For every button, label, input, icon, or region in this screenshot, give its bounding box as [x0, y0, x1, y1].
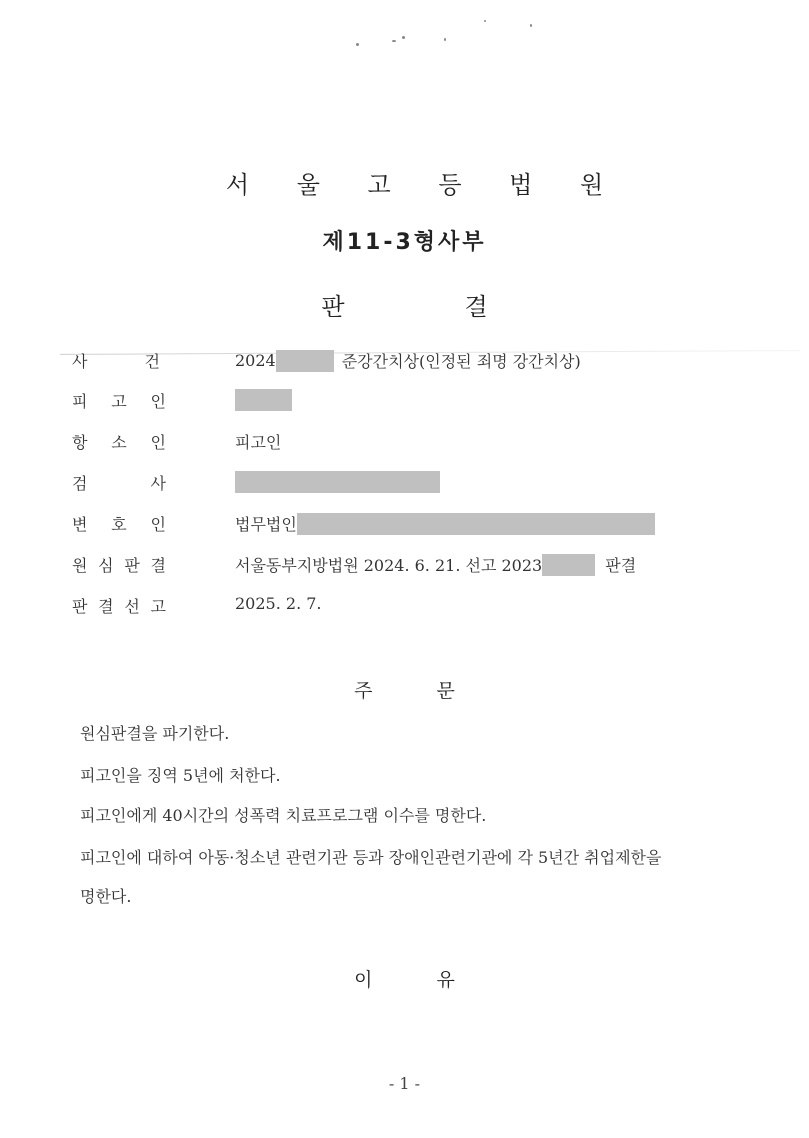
case-row-label — [72, 430, 166, 453]
charge-name: 준강간치상(인정된 죄명 강간치상) — [341, 352, 581, 371]
document-type-char-1: 판 — [321, 293, 345, 321]
label-char: 고 — [111, 392, 127, 411]
label-char: 원 — [72, 556, 88, 575]
label-char: 고 — [150, 597, 166, 616]
heading-char: 이 — [354, 969, 373, 991]
order-paragraph: 원심판결을 파기한다. — [80, 724, 230, 743]
original-judgment-value — [235, 553, 636, 576]
case-row-label — [72, 389, 166, 412]
order-paragraph: 명한다. — [80, 887, 132, 906]
label-char: 심 — [98, 556, 114, 575]
label-char: 피 — [72, 392, 88, 411]
division-name: 제11-3형사부 — [322, 230, 487, 255]
label-char: 변 — [72, 515, 88, 534]
label-char: 호 — [111, 515, 127, 534]
case-row-defendant — [72, 389, 772, 415]
label-char: 인 — [150, 433, 166, 452]
heading-char: 주 — [354, 680, 373, 702]
original-judgment-text: 서울동부지방법원 2024. 6. 21. 선고 2023 — [235, 556, 543, 575]
label-char: 사 — [72, 352, 88, 371]
sentencing-date-value: 2025. 2. 7. — [235, 594, 322, 613]
case-row-label — [72, 553, 166, 576]
scan-specks — [0, 0, 809, 60]
redaction-box — [276, 350, 334, 372]
case-row-sentencing-date — [72, 594, 772, 620]
label-char: 소 — [111, 433, 127, 452]
counsel-value — [235, 512, 655, 535]
label-char: 인 — [150, 392, 166, 411]
document-type-title — [0, 287, 809, 322]
prosecutor-value — [235, 471, 440, 493]
case-number-year: 2024 — [235, 351, 276, 370]
label-char: 판 — [124, 556, 140, 575]
reasons-heading — [0, 965, 809, 992]
label-char: 항 — [72, 433, 88, 452]
case-number-value — [235, 349, 581, 372]
label-char: 검 — [72, 474, 88, 493]
order-paragraph: 피고인을 징역 5년에 처한다. — [80, 766, 281, 785]
label-char: 선 — [124, 597, 140, 616]
case-row-original-judgment — [72, 553, 772, 579]
redaction-box — [297, 513, 655, 535]
law-firm-label: 법무법인 — [235, 515, 297, 534]
case-row-counsel — [72, 512, 772, 538]
heading-char: 유 — [436, 969, 455, 991]
order-paragraph: 피고인에 대하여 아동·청소년 관련기관 등과 장애인관련기관에 각 5년간 취업제한을 — [80, 848, 662, 867]
order-heading — [0, 676, 809, 703]
court-name: 서 울 고 등 법 원 — [225, 171, 624, 199]
redaction-box — [235, 389, 292, 411]
case-row-label — [72, 471, 166, 494]
redaction-box — [235, 471, 440, 493]
label-char: 인 — [150, 515, 166, 534]
label-char: 결 — [98, 597, 114, 616]
defendant-value — [235, 389, 292, 411]
original-judgment-suffix: 판결 — [605, 556, 637, 575]
label-char: 판 — [72, 597, 88, 616]
page-number: - 1 - — [388, 1074, 421, 1093]
redaction-box — [542, 554, 595, 576]
case-row-prosecutor — [72, 471, 772, 497]
case-row-label — [72, 349, 160, 372]
appellant-value: 피고인 — [235, 433, 282, 452]
label-char: 사 — [150, 474, 166, 493]
heading-char: 문 — [436, 680, 455, 702]
order-paragraph: 피고인에게 40시간의 성폭력 치료프로그램 이수를 명한다. — [80, 806, 487, 825]
case-row-appellant — [72, 430, 772, 456]
document-type-char-2: 결 — [464, 293, 488, 321]
label-char: 건 — [144, 352, 160, 371]
case-row-label — [72, 594, 166, 617]
case-row-case-number — [72, 349, 772, 375]
case-row-label — [72, 512, 166, 535]
label-char: 결 — [150, 556, 166, 575]
